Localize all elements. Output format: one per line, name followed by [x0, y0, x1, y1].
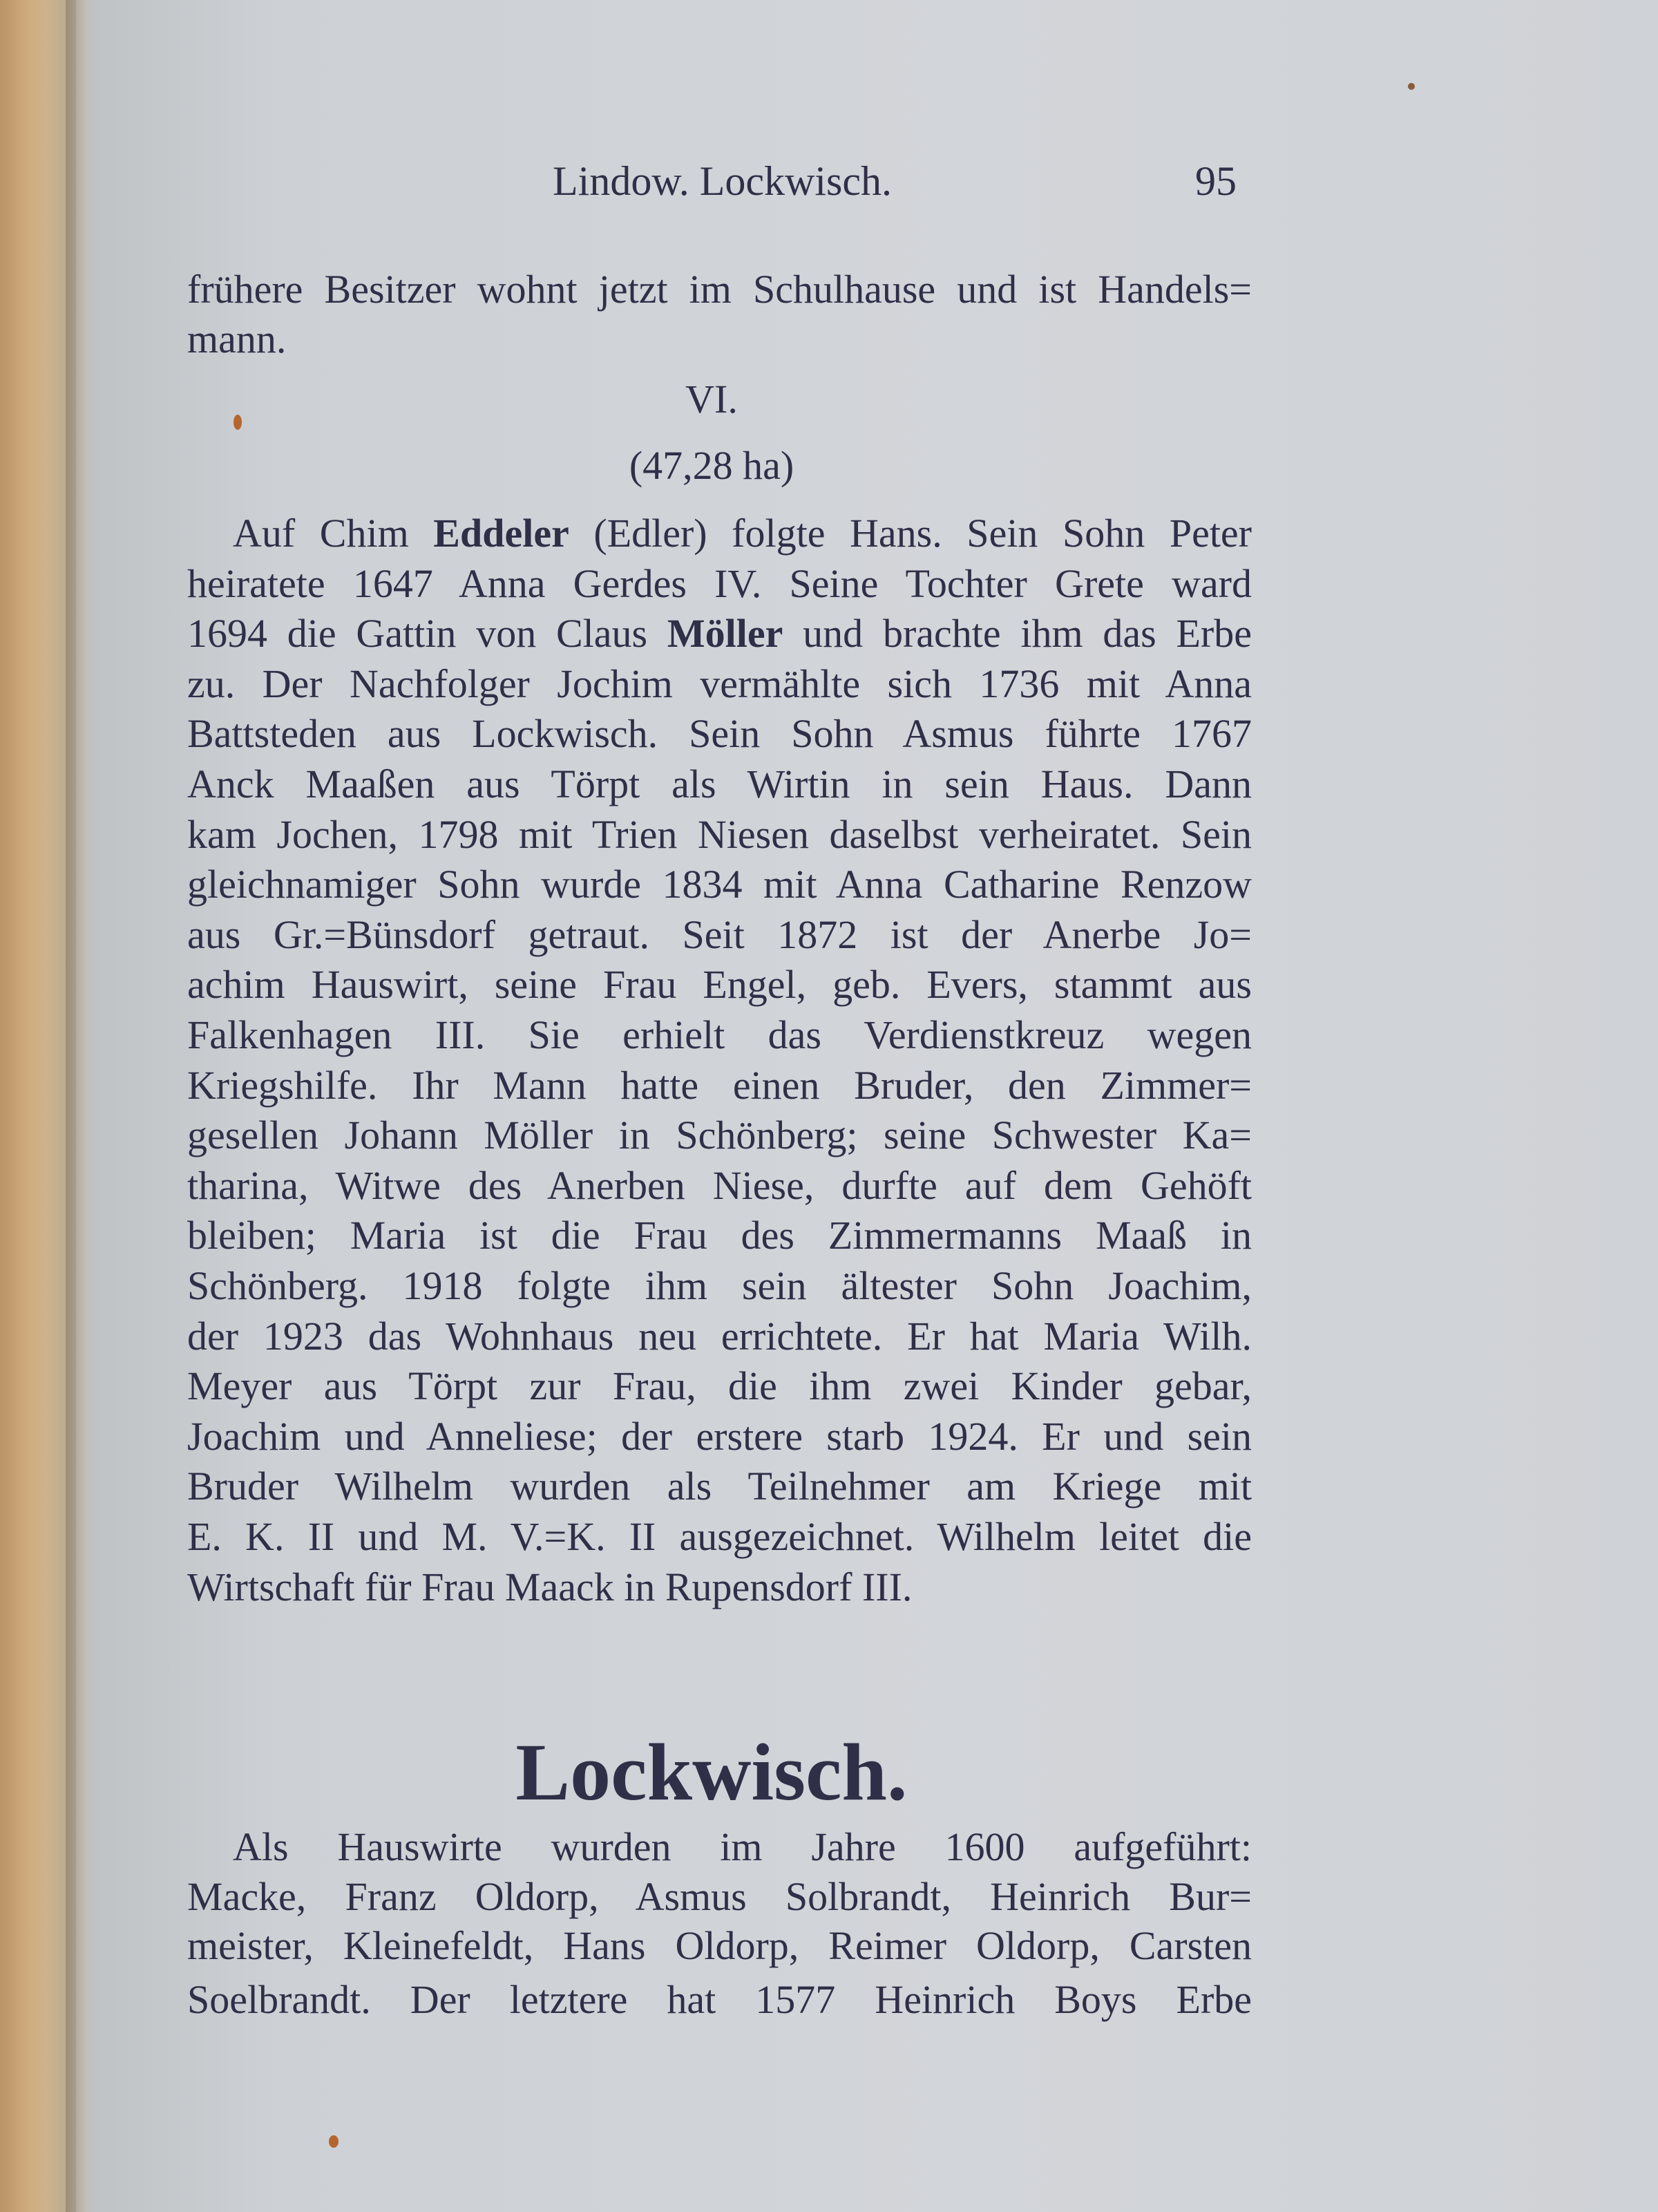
text-segment: der 1923 das Wohnhaus neu errichtete. Er hat Maria Wilh. — [187, 1313, 1252, 1359]
text-segment: und brachte ihm das Erbe — [783, 611, 1252, 656]
page-number: 95 — [1195, 158, 1237, 204]
text-segment: Bruder Wilhelm wurden als Teilnehmer am Kriege mit — [187, 1464, 1252, 1509]
text-line — [187, 708, 1252, 759]
text-line — [187, 1361, 1252, 1411]
text-segment: (Edler) folgte Hans. Sein Sohn Peter — [569, 511, 1252, 556]
text-segment: zu. Der Nachfolger Jochim vermählte sich 1736 mit Anna — [187, 661, 1252, 706]
text-segment: Anck Maaßen aus Törpt als Wirtin in sein Haus. Dann — [187, 762, 1252, 806]
text-line — [187, 1210, 1252, 1260]
text-line: Als Hauswirte wurden im Jahre 1600 aufgeführt: — [233, 1824, 1252, 1869]
text-line — [187, 959, 1252, 1010]
text-segment: achim Hauswirt, seine Frau Engel, geb. Evers, stammt aus — [187, 962, 1252, 1008]
text-line — [187, 1311, 1252, 1361]
text-line: Soelbrandt. Der letztere hat 1577 Heinrich Boys Erbe — [187, 1977, 1252, 2022]
text-segment: Auf Chim — [233, 511, 434, 556]
text-line — [233, 508, 1252, 558]
running-title: Lindow. Lockwisch. — [553, 158, 893, 204]
text-line — [187, 1511, 1252, 1562]
text-segment: aus Gr.=Bünsdorf getraut. Seit 1872 ist der Anerbe Jo= — [187, 911, 1252, 957]
text-line — [187, 1110, 1252, 1160]
text-segment: 1694 die Gattin von Claus — [187, 611, 667, 656]
text-line: meister, Kleinefeldt, Hans Oldorp, Reimer Oldorp, Carsten — [187, 1923, 1252, 1968]
text-line: frühere Besitzer wohnt jetzt im Schulhause und ist Handels= — [187, 267, 1252, 312]
text-segment: Joachim und Anneliese; der erstere starb 1924. Er und sein — [187, 1413, 1252, 1459]
text-segment: Schönberg. 1918 folgte ihm sein ältester Sohn Joachim, — [187, 1263, 1252, 1308]
text-line — [187, 1411, 1252, 1462]
text-line — [187, 859, 1252, 909]
text-segment: gleichnamiger Sohn wurde 1834 mit Anna Catharine Renzow — [187, 862, 1252, 907]
text-segment: bleiben; Maria ist die Frau des Zimmermanns Maaß in — [187, 1213, 1252, 1258]
text-segment: heiratete 1647 Anna Gerdes IV. Seine Tochter Grete ward — [187, 560, 1252, 606]
ink-spot — [329, 2135, 339, 2148]
text-segment: Battsteden aus Lockwisch. Sein Sohn Asmus führte 1767 — [187, 711, 1252, 757]
bold-name: Eddeler — [433, 511, 569, 556]
text-line — [187, 659, 1252, 709]
text-line — [187, 608, 1252, 659]
text-line — [187, 1562, 1252, 1612]
text-line — [187, 1461, 1252, 1511]
text-line: Macke, Franz Oldorp, Asmus Solbrandt, Heinrich Bur= — [187, 1874, 1252, 1919]
text-segment: Meyer aus Törpt zur Frau, die ihm zwei Kinder gebar, — [187, 1363, 1252, 1409]
text-line — [187, 909, 1252, 960]
book-gutter — [66, 0, 86, 2212]
text-segment: E. K. II und M. V.=K. II ausgezeichnet. Wilhelm leitet die — [187, 1514, 1252, 1559]
text-segment: gesellen Johann Möller in Schönberg; seine Schwester Ka= — [187, 1113, 1252, 1158]
text-line — [187, 1010, 1252, 1060]
ink-spot — [234, 415, 242, 430]
ink-spot — [1408, 83, 1415, 90]
section-area: (47,28 ha) — [629, 443, 794, 488]
text-segment: Wirtschaft für Frau Maack in Rupensdorf III. — [187, 1564, 913, 1609]
text-segment: kam Jochen, 1798 mit Trien Niesen daselbst verheiratet. Sein — [187, 811, 1252, 857]
text-line — [187, 809, 1252, 860]
text-line — [187, 759, 1252, 809]
text-line — [187, 1060, 1252, 1110]
page-edge — [0, 0, 76, 2212]
text-segment: tharina, Witwe des Anerben Niese, durfte auf dem Gehöft — [187, 1162, 1252, 1208]
chapter-heading: Lockwisch. — [515, 1727, 908, 1817]
text-segment: Falkenhagen III. Sie erhielt das Verdienstkreuz wegen — [187, 1012, 1252, 1057]
text-line — [187, 1160, 1252, 1211]
text-segment: Kriegshilfe. Ihr Mann hatte einen Bruder, den Zimmer= — [187, 1062, 1252, 1108]
text-line: mann. — [187, 316, 287, 361]
text-line — [187, 1260, 1252, 1311]
bold-name: Möller — [667, 611, 783, 656]
section-number: VI. — [685, 377, 738, 422]
text-line — [187, 558, 1252, 609]
